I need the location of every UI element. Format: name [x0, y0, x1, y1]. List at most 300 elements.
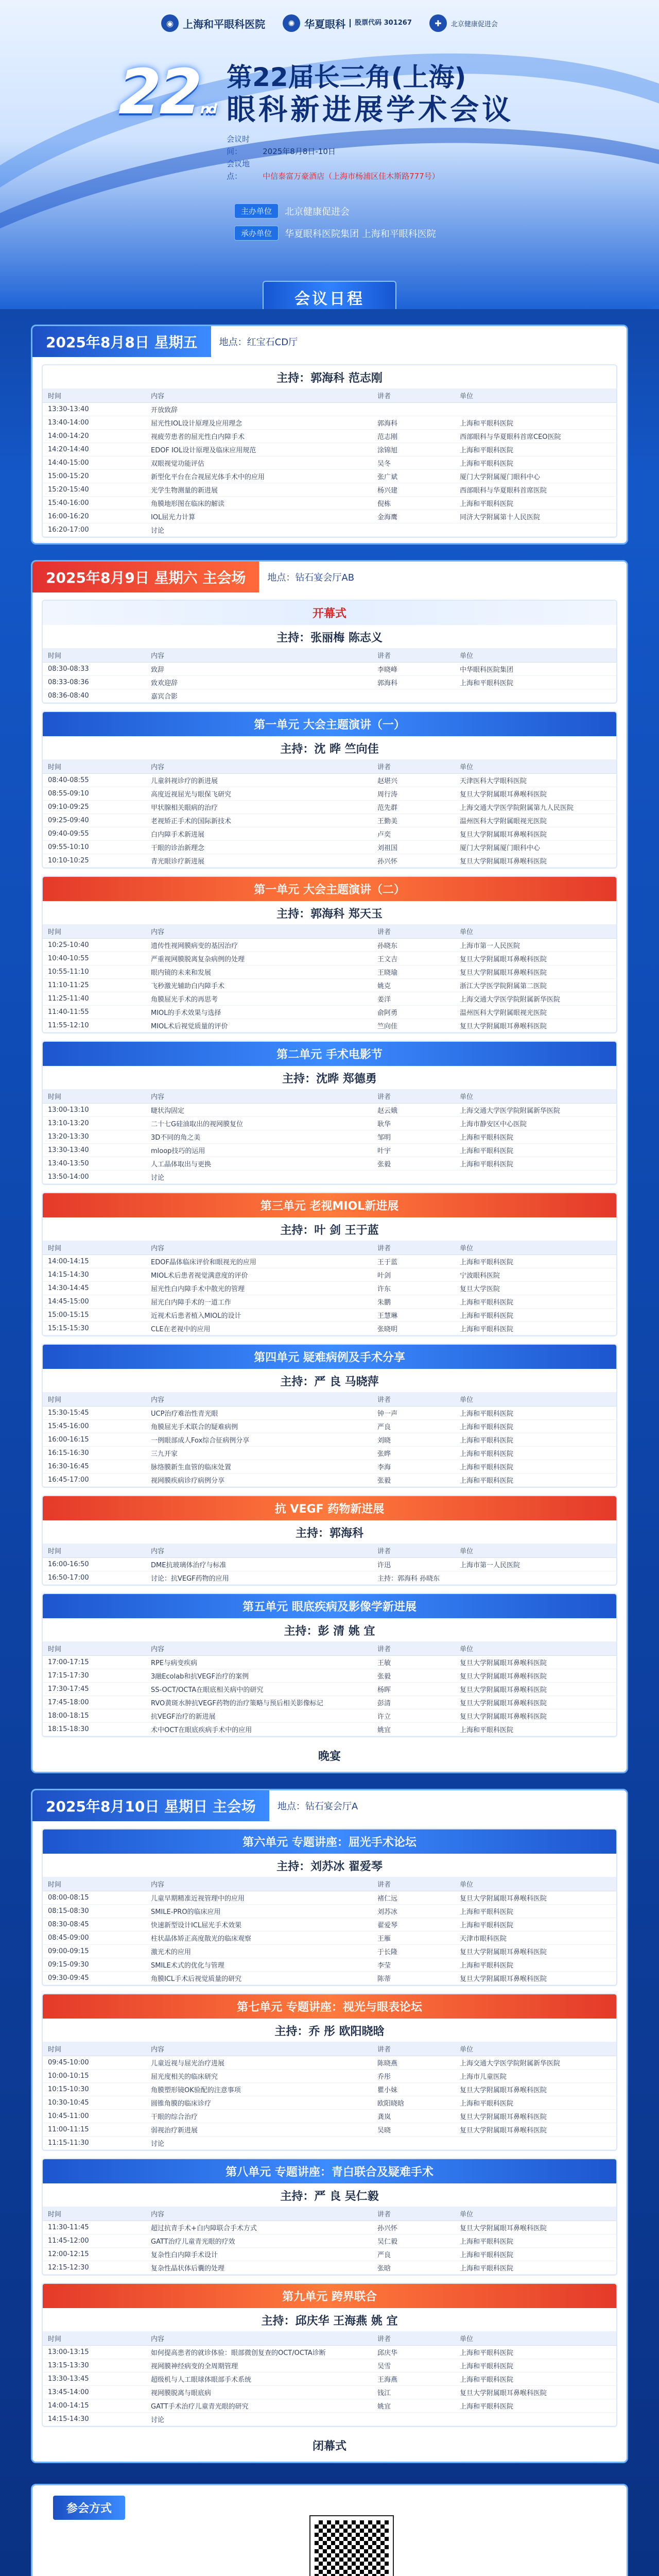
- logo-heping-text: 上海和平眼科医院: [183, 18, 266, 30]
- schedule-table: [43, 648, 616, 703]
- title-line-1: 第22届长三角(上海): [227, 62, 466, 92]
- title-line-2: 眼科新进展学术会议: [227, 93, 514, 127]
- affiliation-cell: 复旦大学附属眼耳鼻喉科医院: [455, 2083, 616, 2096]
- schedule-table: [43, 1089, 616, 1184]
- topic-cell: 视网膜脱离与眼底病: [146, 2386, 372, 2399]
- table-row: [43, 841, 616, 854]
- organizer-unit-value: 华夏眼科医院集团 上海和平眼科医院: [285, 228, 436, 240]
- speaker-cell: 龚岚: [372, 2110, 455, 2123]
- time-cell: 16:00-16:15: [43, 1433, 146, 1447]
- table-row: [43, 1104, 616, 1117]
- section-host: 主持：严 良 马晓萍: [280, 1376, 379, 1388]
- time-cell: 13:00-13:15: [43, 2346, 146, 2359]
- time-cell: 12:15-12:30: [43, 2261, 146, 2275]
- section-title: 第四单元 疑难病例及手术分享: [43, 1345, 616, 1369]
- agenda-section: [42, 1593, 617, 1737]
- table-row: [43, 403, 616, 416]
- column-header: 讲者: [372, 388, 455, 403]
- affiliation-cell: 复旦大学附属眼耳鼻喉科医院: [455, 1656, 616, 1669]
- affiliation-cell: 上海和平眼科医院: [455, 2234, 616, 2248]
- time-cell: 10:10-10:25: [43, 854, 146, 868]
- agenda-section: [42, 1041, 617, 1185]
- time-cell: 16:00-16:50: [43, 1558, 146, 1571]
- topic-cell: 嘉宾合影: [146, 689, 372, 703]
- table-row: [43, 2221, 616, 2234]
- affiliation-cell: 复旦大学附属眼耳鼻喉科医院: [455, 1945, 616, 1958]
- time-cell: 17:45-18:00: [43, 1696, 146, 1709]
- column-header: 讲者: [372, 1241, 455, 1255]
- column-header: 单位: [455, 2331, 616, 2346]
- logo-heping: [161, 14, 265, 32]
- agenda-title-text: 会议日程: [263, 281, 396, 309]
- topic-cell: 儿童近视与屈光治疗进展: [146, 2056, 372, 2070]
- day-block: [31, 325, 628, 545]
- affiliation-cell: 上海和平眼科医院: [455, 2359, 616, 2372]
- day-date: 2025年8月8日 星期五: [32, 326, 211, 357]
- affiliation-cell: 复旦大学附属眼耳鼻喉科医院: [455, 1709, 616, 1723]
- agenda-section: [42, 711, 617, 869]
- speaker-cell: [372, 689, 455, 703]
- affiliation-cell: 上海和平眼科医院: [455, 416, 616, 430]
- table-row: [43, 774, 616, 787]
- table-row: [43, 2096, 616, 2110]
- affiliation-cell: 上海交通大学医学院附属第九人民医院: [455, 801, 616, 814]
- section-title: 第一单元 大会主题演讲（二）: [43, 877, 616, 901]
- table-row: [43, 689, 616, 703]
- time-cell: 15:15-15:30: [43, 1322, 146, 1335]
- topic-cell: 近视术后患者植入MIOL的设计: [146, 1309, 372, 1322]
- affiliation-cell: 上海和平眼科医院: [455, 1322, 616, 1335]
- column-header: 讲者: [372, 2331, 455, 2346]
- topic-cell: 干眼的诊治新理念: [146, 841, 372, 854]
- speaker-cell: 钱江: [372, 2386, 455, 2399]
- section-host: 主持：刘苏冰 翟爱琴: [276, 1860, 383, 1873]
- time-cell: 12:00-12:15: [43, 2248, 146, 2261]
- table-row: [43, 1295, 616, 1309]
- table-row: [43, 456, 616, 470]
- topic-cell: 角膜屈光手术的再思考: [146, 992, 372, 1006]
- day-location: 地点：钻石宴会厅AB: [267, 572, 355, 583]
- speaker-cell: 范志刚: [372, 430, 455, 443]
- day-closing: 晚宴: [318, 1750, 341, 1763]
- time-cell: 13:40-13:50: [43, 1157, 146, 1171]
- speaker-cell: 张毅: [372, 1157, 455, 1171]
- section-title: 第一单元 大会主题演讲（一）: [43, 712, 616, 736]
- table-row: [43, 1433, 616, 1447]
- speaker-cell: 吴雪: [372, 2359, 455, 2372]
- affiliation-cell: 复旦大学附属眼耳鼻喉科医院: [455, 854, 616, 868]
- place-value: 中信泰富万豪酒店（上海市杨浦区佳木斯路777号）: [263, 172, 440, 181]
- affiliation-cell: 上海交通大学医学院附属新华医院: [455, 1104, 616, 1117]
- table-row: [43, 1447, 616, 1460]
- time-cell: 16:50-17:00: [43, 1571, 146, 1585]
- section-host: 主持：郭海科: [295, 1527, 363, 1540]
- schedule-table: [43, 2042, 616, 2150]
- speaker-cell: 倪栋: [372, 497, 455, 510]
- schedule-table: [43, 2331, 616, 2426]
- table-row: [43, 1130, 616, 1144]
- table-row: [43, 1473, 616, 1487]
- time-cell: 17:00-17:15: [43, 1656, 146, 1669]
- table-row: [43, 1268, 616, 1282]
- agenda-section: [42, 876, 617, 1033]
- affiliation-cell: 上海和平眼科医院: [455, 1406, 616, 1420]
- affiliation-cell: 上海和平眼科医院: [455, 1309, 616, 1322]
- time-cell: 13:20-13:30: [43, 1130, 146, 1144]
- speaker-cell: [372, 523, 455, 537]
- affiliation-cell: [455, 2413, 616, 2426]
- time-cell: 13:50-14:00: [43, 1171, 146, 1184]
- time-cell: 11:10-11:25: [43, 979, 146, 992]
- time-cell: 09:10-09:25: [43, 801, 146, 814]
- schedule-table: [43, 1241, 616, 1335]
- speaker-cell: 吴晓: [372, 2123, 455, 2137]
- table-row: [43, 801, 616, 814]
- agenda-section: [42, 364, 617, 538]
- speaker-cell: 王敏: [372, 1656, 455, 1669]
- affiliation-cell: 复旦大学附属眼耳鼻喉科医院: [455, 2386, 616, 2399]
- day-location: 地点：红宝石CD厅: [219, 337, 298, 348]
- organizer-unit-tag: 承办单位: [234, 226, 279, 241]
- section-host: 主持：彭 清 姚 宜: [284, 1625, 375, 1638]
- time-cell: 14:45-15:00: [43, 1295, 146, 1309]
- topic-cell: 致欢迎辞: [146, 676, 372, 689]
- logo-beijing-text: 北京健康促进会: [450, 20, 498, 28]
- table-row: [43, 2137, 616, 2150]
- speaker-cell: 张晓明: [372, 1322, 455, 1335]
- speaker-cell: 王晓瑜: [372, 965, 455, 979]
- speaker-cell: 张晔: [372, 1447, 455, 1460]
- topic-cell: DME抗玻璃体治疗与标准: [146, 1558, 372, 1571]
- day-header: [32, 1790, 627, 1821]
- day-closing: 闭幕式: [312, 2440, 346, 2453]
- column-header: 时间: [43, 648, 146, 663]
- schedule-table: [43, 1392, 616, 1487]
- column-header: 讲者: [372, 1641, 455, 1656]
- section-title: 第七单元 专题讲座：视光与眼表论坛: [43, 1994, 616, 2019]
- eye-icon: ◉: [161, 14, 179, 32]
- section-host: 主持：乔 彤 欧阳晓晗: [274, 2025, 385, 2038]
- table-row: [43, 510, 616, 523]
- column-header: 讲者: [372, 1392, 455, 1406]
- topic-cell: EDOF晶体临床评价和眼视光的应用: [146, 1255, 372, 1268]
- affiliation-cell: 复旦大学附属眼耳鼻喉科医院: [455, 1019, 616, 1032]
- table-row: [43, 2083, 616, 2096]
- topic-cell: 脉络膜新生血管的临床处置: [146, 1460, 372, 1473]
- speaker-cell: 叶剑: [372, 1268, 455, 1282]
- speaker-cell: 杨晖: [372, 1683, 455, 1696]
- section-host: 主持：张丽梅 陈志义: [276, 632, 383, 645]
- topic-cell: 一例眼部成人Fox综合征病例分享: [146, 1433, 372, 1447]
- table-row: [43, 1669, 616, 1683]
- topic-cell: 儿童斜视诊疗的新进展: [146, 774, 372, 787]
- time-cell: 08:36-08:40: [43, 689, 146, 703]
- affiliation-cell: [455, 1571, 616, 1585]
- affiliation-cell: 上海和平眼科医院: [455, 497, 616, 510]
- speaker-cell: 陈蒂: [372, 1972, 455, 1985]
- column-header: 单位: [455, 924, 616, 939]
- time-cell: 15:40-16:00: [43, 497, 146, 510]
- speaker-cell: 孙兴怀: [372, 2221, 455, 2234]
- table-row: [43, 1918, 616, 1931]
- time-cell: 15:00-15:20: [43, 470, 146, 483]
- affiliation-cell: 上海和平眼科医院: [455, 676, 616, 689]
- speaker-cell: 朱鹏: [372, 1295, 455, 1309]
- schedule-table: [43, 924, 616, 1032]
- time-cell: 11:30-11:45: [43, 2221, 146, 2234]
- column-header: 内容: [146, 388, 372, 403]
- speaker-cell: 主持：郭海科 孙晓东: [372, 1571, 455, 1585]
- section-title: 第五单元 眼底疾病及影像学新进展: [43, 1594, 616, 1618]
- affiliation-cell: 复旦大学附属眼耳鼻喉科医院: [455, 1669, 616, 1683]
- section-host: 主持：郭海科 范志刚: [276, 372, 383, 385]
- affiliation-cell: 宁波眼科医院: [455, 1268, 616, 1282]
- time-cell: 10:15-10:30: [43, 2083, 146, 2096]
- section-host: 主持：严 良 吴仁毅: [280, 2190, 379, 2203]
- time-cell: 11:40-11:55: [43, 1006, 146, 1019]
- logo-huaxia-text: 华夏眼科: [304, 18, 346, 30]
- speaker-cell: 刘苏冰: [372, 1905, 455, 1918]
- topic-cell: 眼内镜的未来和发展: [146, 965, 372, 979]
- affiliation-cell: 中华眼科医院集团: [455, 663, 616, 676]
- header-banner: [0, 0, 659, 309]
- speaker-cell: 张晗: [372, 2261, 455, 2275]
- column-header: 时间: [43, 2042, 146, 2056]
- section-host: 主持：叶 剑 王于蓝: [280, 1224, 379, 1237]
- speaker-cell: 李海: [372, 1460, 455, 1473]
- affiliation-cell: 上海和平眼科医院: [455, 1958, 616, 1972]
- table-row: [43, 1958, 616, 1972]
- table-row: [43, 787, 616, 801]
- table-row: [43, 2234, 616, 2248]
- time-cell: 13:40-14:00: [43, 416, 146, 430]
- conference-title-block: [118, 57, 514, 182]
- section-title: 第二单元 手术电影节: [43, 1042, 616, 1066]
- agenda-section: [42, 2283, 617, 2427]
- time-cell: 08:00-08:15: [43, 1891, 146, 1905]
- affiliation-cell: 复旦大学附属眼耳鼻喉科医院: [455, 827, 616, 841]
- affiliation-cell: 上海交通大学医学院附属新华医院: [455, 2056, 616, 2070]
- speaker-cell: 王文吉: [372, 952, 455, 965]
- table-row: [43, 443, 616, 456]
- column-header: 时间: [43, 388, 146, 403]
- time-cell: 14:30-14:45: [43, 1282, 146, 1295]
- logo-huaxia-code: 股票代码 301267: [350, 19, 412, 27]
- table-row: [43, 1696, 616, 1709]
- speaker-cell: 张广斌: [372, 470, 455, 483]
- edition-value: 22: [118, 57, 200, 128]
- speaker-cell: 姜洋: [372, 992, 455, 1006]
- topic-cell: SS-OCT/OCTA在眼底相关病中的研究: [146, 1683, 372, 1696]
- topic-cell: RPE与病变疾病: [146, 1656, 372, 1669]
- table-row: [43, 497, 616, 510]
- topic-cell: MIOL术后视觉质量的评价: [146, 1019, 372, 1032]
- speaker-cell: 欧阳晓晗: [372, 2096, 455, 2110]
- speaker-cell: 王雁: [372, 1931, 455, 1945]
- speaker-cell: 俞阿勇: [372, 1006, 455, 1019]
- time-cell: 10:25-10:40: [43, 939, 146, 952]
- schedule-table: [43, 1877, 616, 1985]
- time-cell: 15:20-15:40: [43, 483, 146, 497]
- column-header: 单位: [455, 759, 616, 774]
- column-header: 内容: [146, 1641, 372, 1656]
- speaker-cell: [372, 2413, 455, 2426]
- speaker-cell: 赵云娥: [372, 1104, 455, 1117]
- column-header: 内容: [146, 1544, 372, 1558]
- affiliation-cell: 上海和平眼科医院: [455, 1144, 616, 1157]
- time-cell: 10:45-11:00: [43, 2110, 146, 2123]
- section-title: 抗 VEGF 药物新进展: [43, 1496, 616, 1520]
- affiliation-cell: 复旦大学附属眼耳鼻喉科医院: [455, 1683, 616, 1696]
- topic-cell: 干眼的综合治疗: [146, 2110, 372, 2123]
- topic-cell: 复杂性白内障手术设计: [146, 2248, 372, 2261]
- affiliation-cell: 上海市第一人民医院: [455, 1558, 616, 1571]
- schedule-table: [43, 1641, 616, 1736]
- topic-cell: SMILE-PRO的临床应用: [146, 1905, 372, 1918]
- speaker-cell: 姚克: [372, 979, 455, 992]
- topic-cell: 讨论：抗VEGF药物的应用: [146, 1571, 372, 1585]
- column-header: 内容: [146, 924, 372, 939]
- place-label: 会议地点：: [227, 159, 250, 181]
- table-row: [43, 1420, 616, 1433]
- time-cell: 16:20-17:00: [43, 523, 146, 537]
- topic-cell: UCP治疗难治性青光眼: [146, 1406, 372, 1420]
- speaker-cell: 彭清: [372, 1696, 455, 1709]
- column-header: 单位: [455, 648, 616, 663]
- column-header: 时间: [43, 1544, 146, 1558]
- affiliation-cell: 复旦大学医院: [455, 1282, 616, 1295]
- table-row: [43, 1723, 616, 1736]
- affiliation-cell: 上海和平眼科医院: [455, 1918, 616, 1931]
- time-cell: 08:55-09:10: [43, 787, 146, 801]
- column-header: 单位: [455, 1392, 616, 1406]
- day-header: [32, 562, 627, 592]
- column-header: 时间: [43, 1641, 146, 1656]
- affiliation-cell: 上海和平眼科医院: [455, 2096, 616, 2110]
- topic-cell: 双眼视觉功能评估: [146, 456, 372, 470]
- schedule-table: [43, 759, 616, 868]
- table-row: [43, 2248, 616, 2261]
- agenda-section: [42, 1344, 617, 1488]
- time-cell: 13:30-13:45: [43, 2372, 146, 2386]
- affiliation-cell: 复旦大学附属眼耳鼻喉科医院: [455, 787, 616, 801]
- topic-cell: CLE在老视中的应用: [146, 1322, 372, 1335]
- topic-cell: 复杂性晶状体后囊的处理: [146, 2261, 372, 2275]
- affiliation-cell: 复旦大学附属眼耳鼻喉科医院: [455, 2110, 616, 2123]
- topic-cell: EDOF IOL设计原理及临床应用规范: [146, 443, 372, 456]
- speaker-cell: 严良: [372, 2248, 455, 2261]
- affiliation-cell: 复旦大学附属眼耳鼻喉科医院: [455, 965, 616, 979]
- column-header: 讲者: [372, 924, 455, 939]
- time-cell: 14:00-14:15: [43, 1255, 146, 1268]
- affiliation-cell: 复旦大学附属眼耳鼻喉科医院: [455, 2221, 616, 2234]
- speaker-cell: 王海燕: [372, 2372, 455, 2386]
- affiliation-cell: 上海和平眼科医院: [455, 1473, 616, 1487]
- speaker-cell: 范先群: [372, 801, 455, 814]
- section-host: 主持：邱庆华 王海燕 姚 宜: [261, 2315, 398, 2328]
- day-header: [32, 326, 627, 357]
- column-header: 时间: [43, 2331, 146, 2346]
- column-header: 单位: [455, 1877, 616, 1891]
- section-title: 第九单元 跨界联合: [43, 2284, 616, 2308]
- table-row: [43, 952, 616, 965]
- speaker-cell: 邱庆华: [372, 2346, 455, 2359]
- column-header: 讲者: [372, 1544, 455, 1558]
- section-title: 第三单元 老视MIOL新进展: [43, 1193, 616, 1217]
- speaker-cell: [372, 1171, 455, 1184]
- column-header: 时间: [43, 2207, 146, 2221]
- topic-cell: MIOL术后患者视觉满意度的评价: [146, 1268, 372, 1282]
- topic-cell: 二十七G硅油取出的视网膜复位: [146, 1117, 372, 1130]
- affiliation-cell: [455, 2137, 616, 2150]
- time-cell: 15:45-16:00: [43, 1420, 146, 1433]
- column-header: 单位: [455, 2207, 616, 2221]
- column-header: 讲者: [372, 1877, 455, 1891]
- table-row: [43, 2056, 616, 2070]
- column-header: 内容: [146, 1089, 372, 1104]
- speaker-cell: 刘晓: [372, 1433, 455, 1447]
- affiliation-cell: 上海和平眼科医院: [455, 1905, 616, 1918]
- topic-cell: 术中OCT在眼底疾病手术中的应用: [146, 1723, 372, 1736]
- affiliation-cell: 上海和平眼科医院: [455, 443, 616, 456]
- time-cell: 08:45-09:00: [43, 1931, 146, 1945]
- speaker-cell: 孙晓东: [372, 939, 455, 952]
- time-value: 2025年8月8日-10日: [263, 147, 336, 156]
- conference-meta: [227, 133, 514, 182]
- topic-cell: 讨论: [146, 1171, 372, 1184]
- affiliation-cell: 复旦大学附属眼耳鼻喉科医院: [455, 1696, 616, 1709]
- affiliation-cell: 天津市眼科医院: [455, 1931, 616, 1945]
- affiliation-cell: 上海和平眼科医院: [455, 1460, 616, 1473]
- table-row: [43, 1709, 616, 1723]
- speaker-cell: [372, 2137, 455, 2150]
- column-header: 内容: [146, 1877, 372, 1891]
- schedule-table: [43, 1544, 616, 1585]
- topic-cell: 视疲劳患者的屈光性白内障手术: [146, 430, 372, 443]
- speaker-cell: 李晓峰: [372, 663, 455, 676]
- time-cell: 09:40-09:55: [43, 827, 146, 841]
- host-unit-tag: 主办单位: [234, 204, 279, 218]
- speaker-cell: 郭海科: [372, 416, 455, 430]
- time-cell: 16:00-16:20: [43, 510, 146, 523]
- time-cell: 13:10-13:20: [43, 1117, 146, 1130]
- topic-cell: 角膜地形图在临床的解读: [146, 497, 372, 510]
- speaker-cell: 涂锦旭: [372, 443, 455, 456]
- time-cell: 09:55-10:10: [43, 841, 146, 854]
- time-cell: 14:20-14:40: [43, 443, 146, 456]
- affiliation-cell: 温州医科大学附属眼视光医院: [455, 814, 616, 827]
- time-cell: 18:00-18:15: [43, 1709, 146, 1723]
- column-header: 单位: [455, 1089, 616, 1104]
- topic-cell: 讨论: [146, 2137, 372, 2150]
- column-header: 单位: [455, 1241, 616, 1255]
- affiliation-cell: 上海和平眼科医院: [455, 1130, 616, 1144]
- affiliation-cell: 上海和平眼科医院: [455, 1433, 616, 1447]
- affiliation-cell: 上海和平眼科医院: [455, 1157, 616, 1171]
- speaker-cell: 姚宜: [372, 1723, 455, 1736]
- time-cell: 16:30-16:45: [43, 1460, 146, 1473]
- speaker-cell: 姚宜: [372, 2399, 455, 2413]
- table-row: [43, 1255, 616, 1268]
- qr-code[interactable]: [310, 2516, 393, 2576]
- speaker-cell: 陈晓燕: [372, 2056, 455, 2070]
- table-row: [43, 2372, 616, 2386]
- speaker-cell: 杨兴建: [372, 483, 455, 497]
- table-row: [43, 2261, 616, 2275]
- time-cell: 14:00-14:15: [43, 2399, 146, 2413]
- table-row: [43, 470, 616, 483]
- column-header: 时间: [43, 1392, 146, 1406]
